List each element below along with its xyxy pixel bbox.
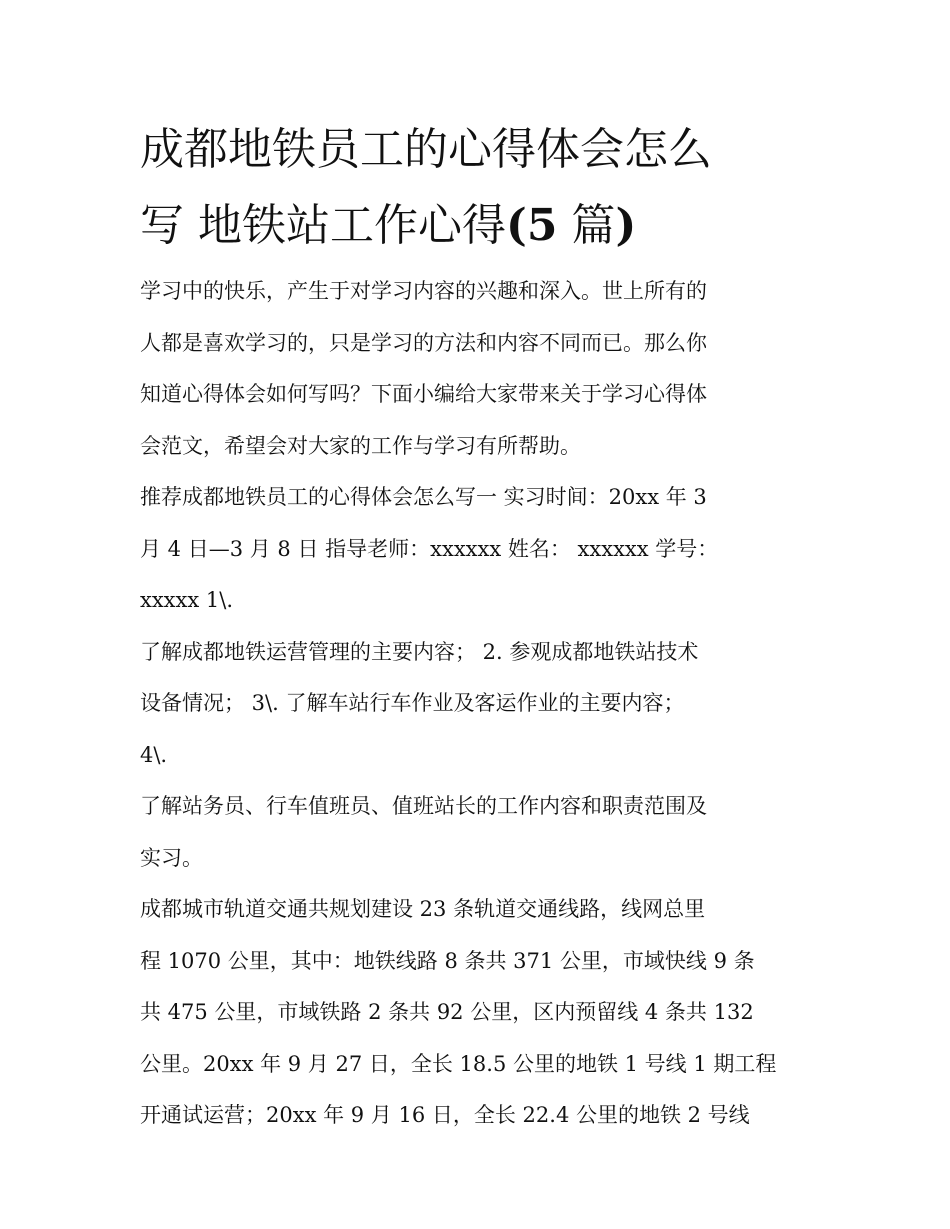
body-line: 学习中的快乐，产生于对学习内容的兴趣和深入。世上所有的 [140, 279, 707, 303]
body-line: xxxxx 1\. [140, 588, 234, 612]
body-line: 4\. [140, 742, 168, 767]
body-line: 了解成都地铁运营管理的主要内容； 2. 参观成都地铁站技术 [140, 639, 699, 664]
title-line-2-end: ) [615, 200, 637, 251]
title-line-2-prefix: 写 地铁站工作心得 [140, 200, 506, 251]
body-line: 成都城市轨道交通共规划建设 23 条轨道交通线路，线网总里 [140, 897, 706, 921]
body-line: 开通试运营；20xx 年 9 月 16 日，全长 22.4 公里的地铁 2 号线 [140, 1103, 750, 1127]
body-line: 推荐成都地铁员工的心得体会怎么写一 实习时间：20xx 年 3 [140, 485, 707, 509]
body-line: 实习。 [140, 845, 203, 870]
body-line: 公里。20xx 年 9 月 27 日，全长 18.5 公里的地铁 1 号线 1 期工程 [140, 1051, 777, 1076]
title-line-1: 成都地铁员工的心得体会怎么 [140, 124, 712, 175]
body-line: 共 475 公里，市域铁路 2 条共 92 公里，区内预留线 4 条共 132 [140, 1000, 754, 1024]
body-line: 知道心得体会如何写吗？下面小编给大家带来关于学习心得体 [140, 382, 707, 406]
body-line: 月 4 日—3 月 8 日 指导老师：xxxxxx 姓名： xxxxxx 学号： [140, 536, 719, 561]
document-body [140, 266, 820, 1142]
title-line-2-bold: (5 [506, 200, 558, 251]
body-line: 设备情况； 3\. 了解车站行车作业及客运作业的主要内容； [140, 691, 685, 715]
body-line: 会范文，希望会对大家的工作与学习有所帮助。 [140, 433, 581, 458]
body-line: 了解站务员、行车值班员、值班站长的工作内容和职责范围及 [140, 794, 707, 818]
body-line: 人都是喜欢学习的，只是学习的方法和内容不同而已。那么你 [140, 330, 707, 355]
body-line: 程 1070 公里，其中：地铁线路 8 条共 371 公里，市域快线 9 条 [140, 948, 755, 973]
title-line-2-middle: 篇 [557, 200, 616, 251]
document-title [140, 112, 820, 264]
document-page [140, 112, 820, 1142]
